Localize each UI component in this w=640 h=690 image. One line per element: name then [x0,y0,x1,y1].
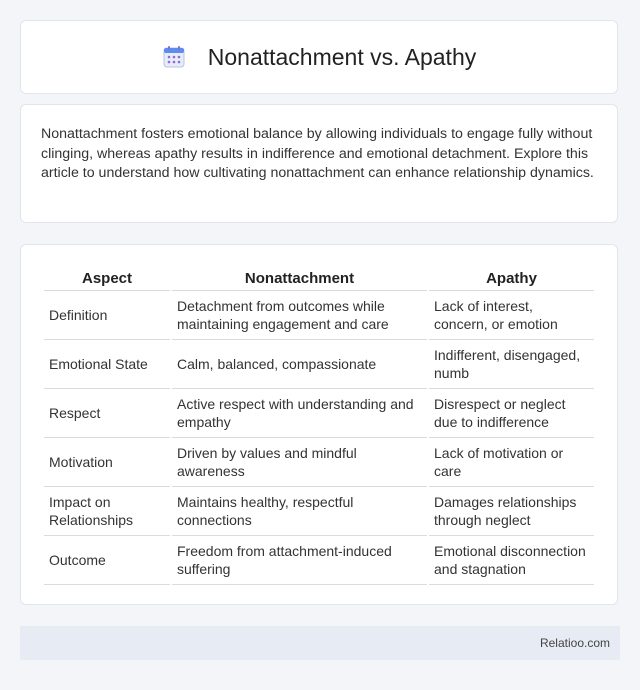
table-cell: Definition [44,291,170,340]
table-row [44,389,594,438]
table-cell: Damages relationships through neglect [429,487,594,536]
calendar-icon [162,45,186,69]
table-row [44,438,594,487]
table-header-row [44,265,594,291]
column-header: Aspect [44,265,170,291]
intro-text: Nonattachment fosters emotional balance by allowing individuals to engage fully without clinging, whereas apathy results in indifference and emotional detachment. Explore this article to understand how cultivating nonattachment can enhance relationship dynamics. [41,126,594,181]
table-row [44,340,594,389]
table-cell: Lack of interest, concern, or emotion [429,291,594,340]
table-cell: Active respect with understanding and empathy [172,389,427,438]
table-cell: Freedom from attachment-induced suffering [172,536,427,585]
table-cell: Calm, balanced, compassionate [172,340,427,389]
title-card [20,20,618,94]
table-cell: Motivation [44,438,170,487]
table-cell: Emotional disconnection and stagnation [429,536,594,585]
table-cell: Emotional State [44,340,170,389]
table-cell: Disrespect or neglect due to indifference [429,389,594,438]
table-cell: Maintains healthy, respectful connections [172,487,427,536]
table-row [44,487,594,536]
table-cell: Indifferent, disengaged, numb [429,340,594,389]
footer [20,626,620,660]
table-cell: Respect [44,389,170,438]
table-cell: Detachment from outcomes while maintaining engagement and care [172,291,427,340]
table-row [44,536,594,585]
column-header: Apathy [429,265,594,291]
table-cell: Driven by values and mindful awareness [172,438,427,487]
footer-brand[interactable]: Relatioo.com [539,636,610,650]
intro-card [20,104,618,223]
column-header: Nonattachment [172,265,427,291]
table-cell: Outcome [44,536,170,585]
comparison-table [42,265,596,585]
page-title: Nonattachment vs. Apathy [207,43,477,70]
table-cell: Impact on Relationships [44,487,170,536]
table-cell: Lack of motivation or care [429,438,594,487]
table-row [44,291,594,340]
comparison-table-card [20,244,618,605]
